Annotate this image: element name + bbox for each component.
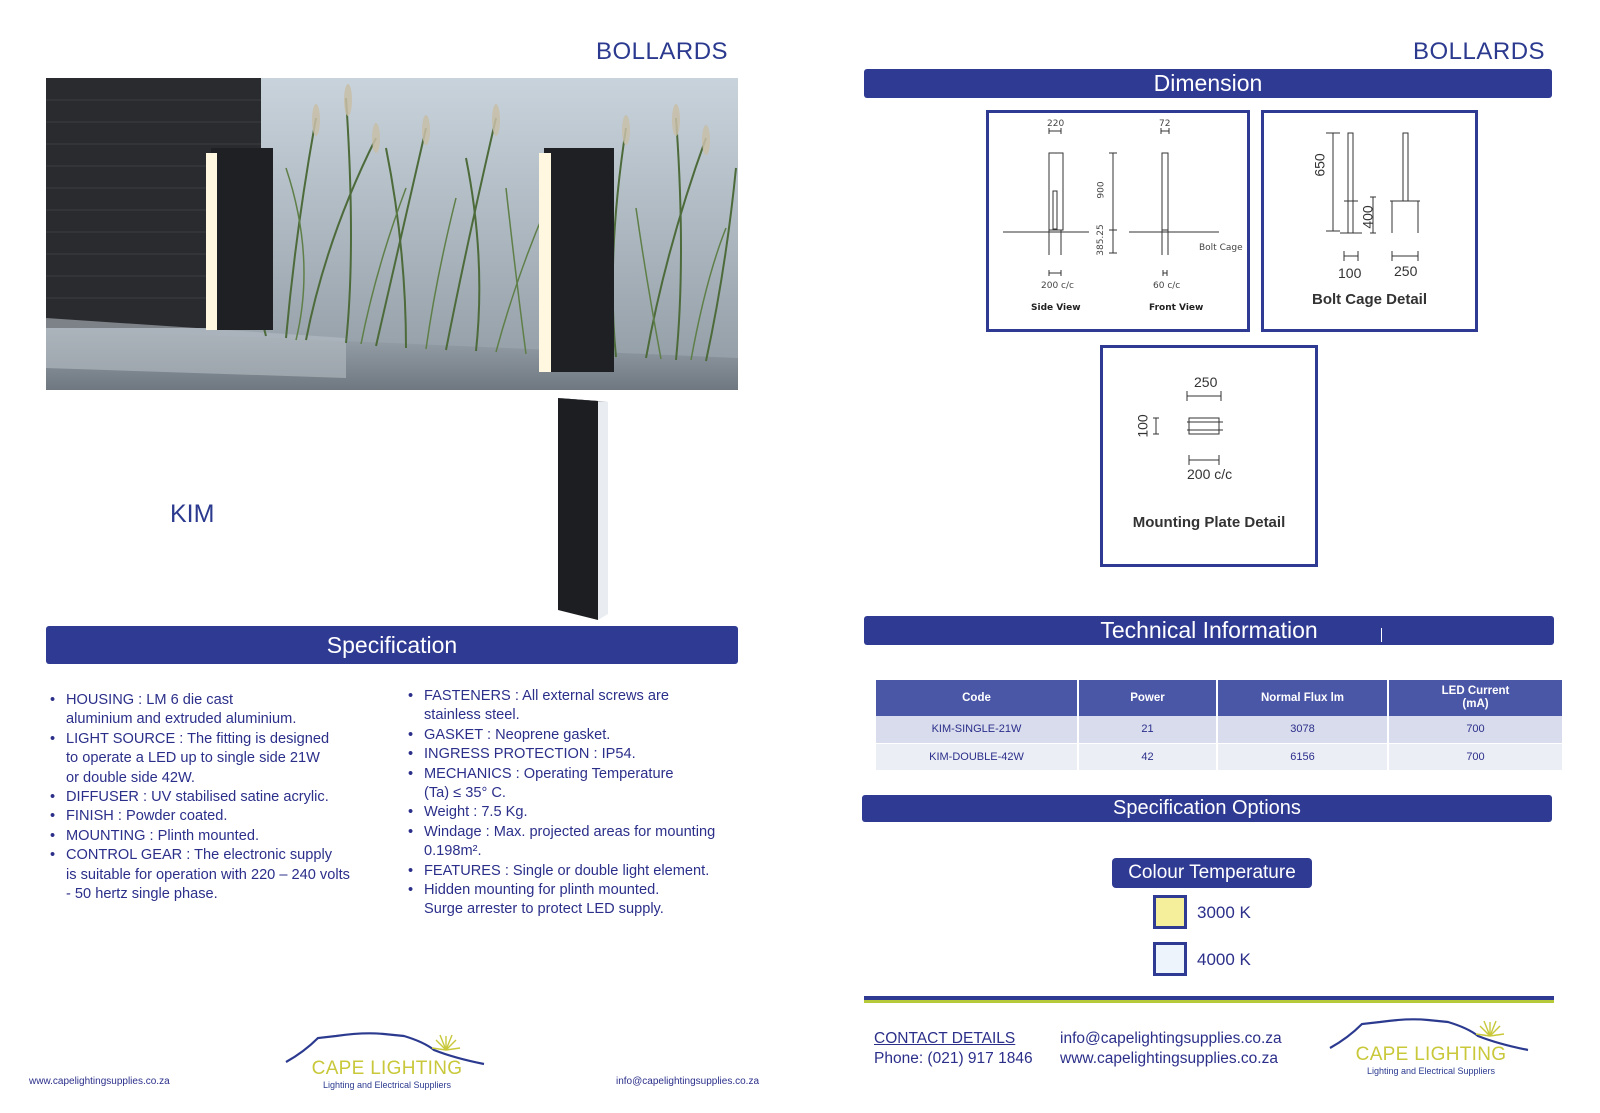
contact-block: [874, 1029, 1033, 1069]
option-3000k-label: 3000 K: [1197, 903, 1251, 922]
contact-phone: Phone: (021) 917 1846: [874, 1050, 1033, 1067]
bollard-product-image: [556, 398, 612, 620]
side-front-view-box: [986, 110, 1250, 332]
swatch-4000k: [1153, 942, 1187, 976]
side-top-dim: 220: [1047, 119, 1065, 129]
specification-list-left: [46, 691, 386, 904]
footer-email: info@capelightingsupplies.co.za: [616, 1076, 760, 1087]
footer-divider-green: [864, 1000, 1554, 1003]
table-row: [876, 743, 1562, 770]
side-front-view-drawing: [989, 113, 1247, 329]
height-upper-dim: 900: [1096, 181, 1107, 199]
specification-list-right: [404, 687, 744, 920]
spec-line: - 50 hertz single phase.: [66, 886, 218, 903]
side-bottom-dim: 200 c/c: [1041, 281, 1074, 291]
bolt-cage-w2: 250: [1394, 263, 1418, 279]
led-current-line1: LED Current: [1441, 685, 1510, 697]
spec-line: is suitable for operation with 220 – 240 volts: [66, 866, 350, 883]
mounting-plate-w-bottom: 200 c/c: [1187, 466, 1233, 482]
footer-website: www.capelightingsupplies.co.za: [29, 1076, 170, 1087]
bolt-cage-w1: 100: [1338, 265, 1362, 281]
spec-line: • Hidden mounting for plinth mounted.: [404, 881, 744, 900]
spec-line: • MOUNTING : Plinth mounted.: [46, 827, 386, 846]
spec-line: Surge arrester to protect LED supply.: [424, 901, 664, 918]
spec-line: • FINISH : Powder coated.: [46, 807, 386, 826]
logo-tagline: Lighting and Electrical Suppliers: [322, 1080, 452, 1090]
logo-name: CAPE LIGHTING: [1355, 1044, 1507, 1065]
product-name: KIM: [170, 500, 215, 528]
mounting-plate-caption: Mounting Plate Detail: [1132, 514, 1286, 531]
table-header-power: Power: [1078, 680, 1217, 716]
contact-website[interactable]: www.capelightingsupplies.co.za: [1060, 1050, 1278, 1067]
table-row: [876, 716, 1562, 743]
specification-title: Specification: [46, 626, 738, 664]
spec-line: aluminium and extruded aluminium.: [66, 711, 297, 728]
dimension-title: Dimension: [864, 69, 1552, 98]
table-header-led-current: [1388, 680, 1562, 716]
spec-line: • GASKET : Neoprene gasket.: [404, 726, 744, 745]
bolt-cage-label: Bolt Cage: [1199, 243, 1243, 253]
bolt-cage-caption: Bolt Cage Detail: [1311, 291, 1428, 308]
bolt-cage-h2: 400: [1359, 205, 1376, 229]
cape-lighting-logo: [284, 1028, 490, 1098]
spec-line: • FEATURES : Single or double light element.: [404, 862, 744, 881]
swatch-3000k: [1153, 895, 1187, 929]
spec-line: • HOUSING : LM 6 die cast: [46, 691, 386, 710]
right-page-heading: BOLLARDS: [1413, 38, 1546, 65]
option-4000k-label: 4000 K: [1197, 950, 1251, 969]
title-divider: [1381, 628, 1382, 642]
logo-name: CAPE LIGHTING: [311, 1058, 463, 1079]
spec-line: 0.198m².: [424, 843, 482, 860]
mounting-plate-box: [1100, 345, 1318, 567]
logo-tagline: Lighting and Electrical Suppliers: [1366, 1066, 1496, 1076]
cell-flux: 6156: [1217, 743, 1388, 770]
side-view-caption: Side View: [1031, 303, 1081, 313]
mounting-plate-w-top: 250: [1194, 374, 1218, 390]
spec-line: • DIFFUSER : UV stabilised satine acrylic.: [46, 788, 386, 807]
bolt-cage-box: [1261, 110, 1478, 332]
specification-options-title: Specification Options: [862, 795, 1552, 822]
spec-line: • Windage : Max. projected areas for mounting: [404, 823, 744, 842]
cell-flux: 3078: [1217, 716, 1388, 743]
cell-power: 42: [1078, 743, 1217, 770]
cell-current: 700: [1388, 716, 1562, 743]
contact-email[interactable]: info@capelightingsupplies.co.za: [1060, 1030, 1282, 1047]
led-current-line2: (mA): [1462, 698, 1489, 710]
spec-line: to operate a LED up to single side 21W: [66, 750, 320, 767]
technical-table: [876, 680, 1562, 771]
spec-line: • INGRESS PROTECTION : IP54.: [404, 745, 744, 764]
cell-code: KIM-SINGLE-21W: [876, 716, 1078, 743]
cape-lighting-logo-right: [1328, 1014, 1534, 1084]
spec-line: • LIGHT SOURCE : The fitting is designed: [46, 730, 386, 749]
contact-links: [1060, 1029, 1282, 1069]
height-lower-dim: 385.25: [1095, 224, 1106, 256]
technical-information-title: Technical Information: [864, 616, 1554, 645]
bolt-cage-h1: 650: [1311, 153, 1328, 177]
cell-current: 700: [1388, 743, 1562, 770]
contact-title: CONTACT DETAILS: [874, 1030, 1016, 1047]
colour-temperature-label: Colour Temperature: [1112, 858, 1312, 888]
mounting-plate-h: 100: [1134, 414, 1151, 438]
spec-line: • CONTROL GEAR : The electronic supply: [46, 846, 386, 865]
cell-code: KIM-DOUBLE-42W: [876, 743, 1078, 770]
spec-line: or double side 42W.: [66, 769, 195, 786]
table-header-flux: Normal Flux lm: [1217, 680, 1388, 716]
spec-line: • Weight : 7.5 Kg.: [404, 803, 744, 822]
left-page-heading: BOLLARDS: [596, 38, 729, 65]
spec-line: • MECHANICS : Operating Temperature: [404, 765, 744, 784]
spec-line: (Ta) ≤ 35° C.: [424, 785, 506, 802]
front-bottom-dim: 60 c/c: [1153, 281, 1181, 291]
front-view-caption: Front View: [1149, 303, 1204, 313]
cell-power: 21: [1078, 716, 1217, 743]
front-top-dim: 72: [1159, 119, 1171, 129]
product-photo: [46, 78, 738, 390]
spec-line: stainless steel.: [424, 707, 520, 724]
spec-line: • FASTENERS : All external screws are: [404, 687, 744, 706]
table-header-code: Code: [876, 680, 1078, 716]
